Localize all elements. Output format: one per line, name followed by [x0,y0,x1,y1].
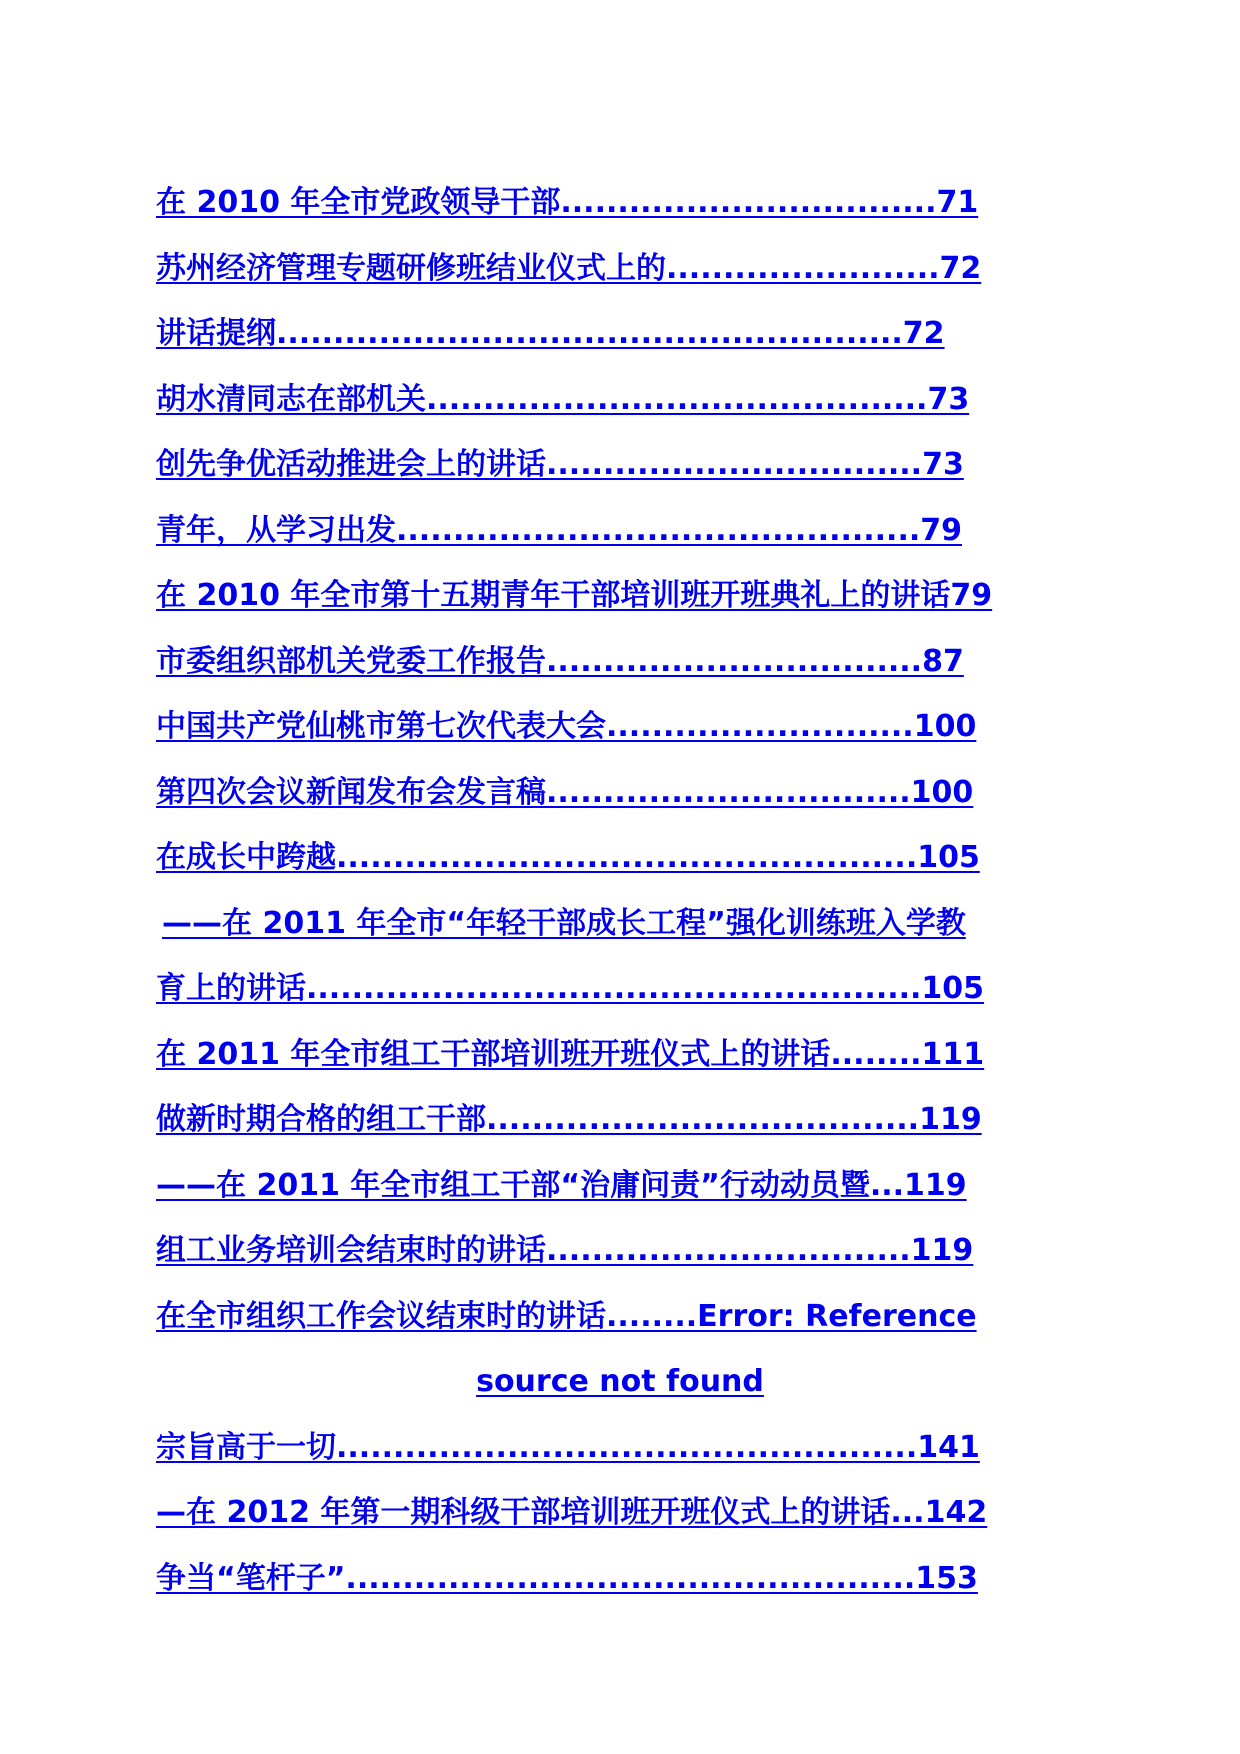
toc-link[interactable]: 中国共产党仙桃市第七次代表大会...........................100 [156,709,977,744]
toc-link[interactable]: 在 2011 年全市组工干部培训班开班仪式上的讲话........111 [156,1036,985,1072]
table-of-contents [156,170,1084,1611]
toc-link[interactable]: 讲话提纲.......................................................72 [156,316,945,351]
toc-link[interactable]: 宗旨高于一切...................................................141 [156,1429,980,1465]
toc-link[interactable]: 争当“笔杆子”..................................................153 [156,1560,978,1596]
toc-link[interactable]: 在成长中跨越...................................................105 [156,840,980,875]
toc-link[interactable]: 在 2010 年全市第十五期青年干部培训班开班典礼上的讲话79 [156,578,993,613]
toc-link[interactable]: source not found [476,1364,764,1399]
toc-link[interactable]: ——在 2011 年全市组工干部“治庸问责”行动动员暨...119 [156,1167,967,1203]
toc-link[interactable]: ——在 2011 年全市“年轻干部成长工程”强化训练班入学教 [162,905,966,941]
toc-link[interactable]: 苏州经济管理专题研修班结业仪式上的........................72 [156,250,982,286]
toc-link[interactable]: 青年，从学习出发..............................................79 [156,512,962,548]
toc-link[interactable]: 市委组织部机关党委工作报告.................................87 [156,643,964,679]
toc-link[interactable]: 做新时期合格的组工干部......................................119 [156,1102,982,1137]
toc-link[interactable]: —在 2012 年第一期科级干部培训班开班仪式上的讲话...142 [156,1495,988,1530]
toc-link[interactable]: 在全市组织工作会议结束时的讲话........Error: Reference [156,1298,977,1334]
toc-link[interactable]: 育上的讲话......................................................105 [156,971,985,1006]
toc-link[interactable]: 创先争优活动推进会上的讲话.................................73 [156,447,964,482]
toc-link[interactable]: 在 2010 年全市党政领导干部.................................71 [156,185,979,220]
toc-link[interactable]: 胡水清同志在部机关............................................73 [156,381,970,417]
toc-link[interactable]: 组工业务培训会结束时的讲话................................119 [156,1233,974,1268]
toc-link[interactable]: 第四次会议新闻发布会发言稿................................100 [156,774,974,810]
